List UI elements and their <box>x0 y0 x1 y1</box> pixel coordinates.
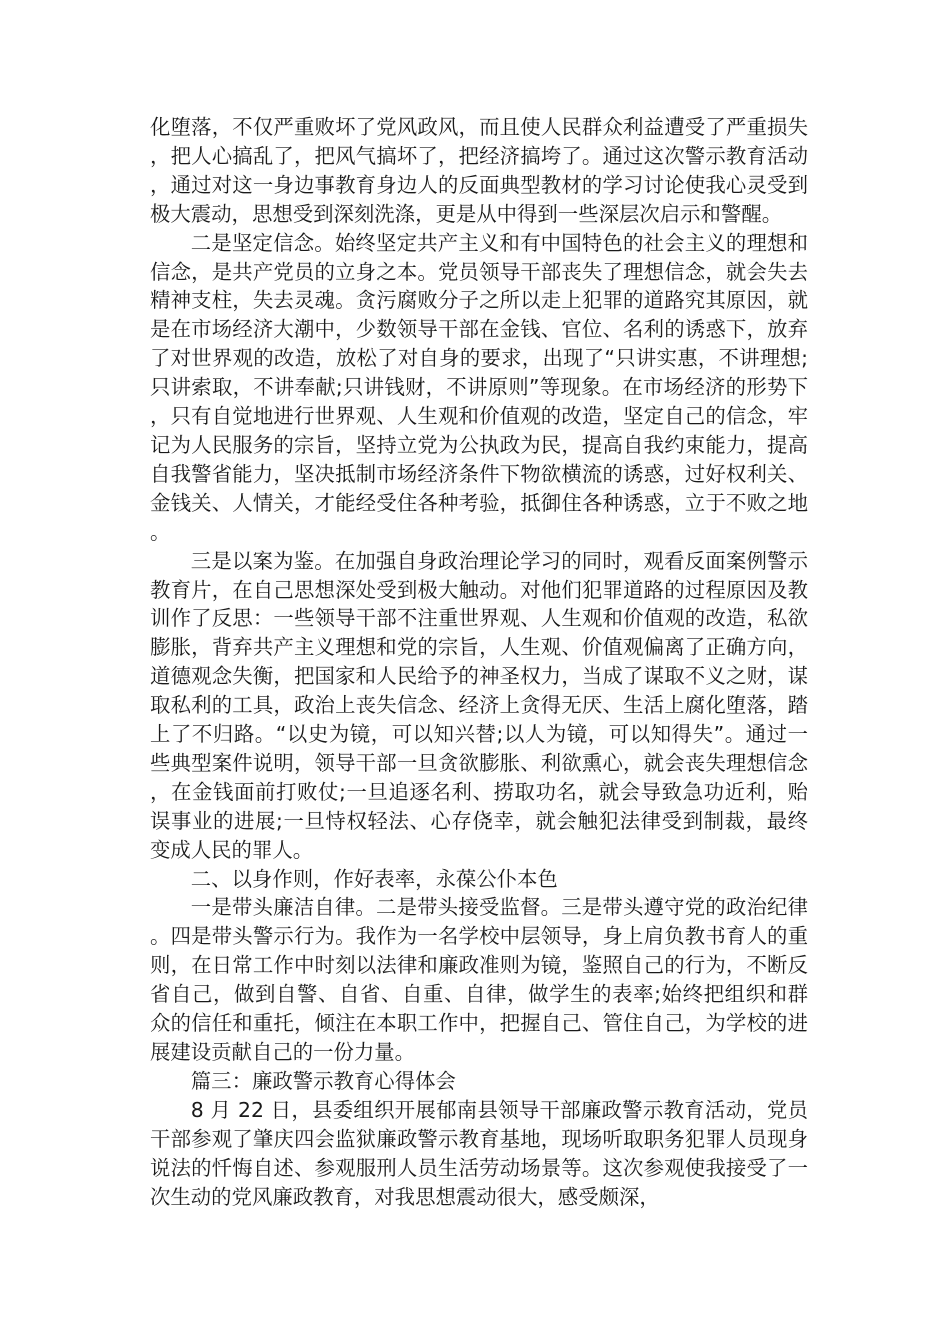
body-text <box>150 113 808 1211</box>
paragraph-learn-from-cases: 三是以案为鉴。在加强自身政治理论学习的同时，观看反面案例警示教育片，在自己思想深处受到极大触动。对他们犯罪道路的过程原因及教训作了反思：一些领导干部不注重世界观、人生观和价值观的改造，私欲膨胀，背弃共产主义理想和党的宗旨，人生观、价值观偏离了正确方向，道德观念失衡，把国家和人民给予的神圣权力，当成了谋取不义之财，谋取私利的工具，政治上丧失信念、经济上贪得无厌、生活上腐化堕落，踏上了不归路。“以史为镜，可以知兴替;以人为镜，可以知得失”。通过一些典型案件说明，领导干部一旦贪欲膨胀、利欲熏心，就会丧失理想信念，在金钱面前打败仗;一旦追逐名利、捞取功名，就会导致急功近利，贻误事业的进展;一旦恃权轻法、心存侥幸，就会触犯法律受到制裁，最终变成人民的罪人。 <box>150 548 808 862</box>
paragraph-self-discipline: 一是带头廉洁自律。二是带头接受监督。三是带头遵守党的政治纪律。四是带头警示行为。我作为一名学校中层领导，身上肩负教书育人的重则，在日常工作中时刻以法律和廉政准则为镜，鉴照自己的行为，不断反省自己，做到自警、自省、自重、自律，做学生的表率;始终把组织和群众的信任和重托，倾注在本职工作中，把握自己、管住自己，为学校的进展建设贡献自己的一份力量。 <box>150 895 808 1064</box>
paragraph-education-activity: 8 月 22 日，县委组织开展郁南县领导干部廉政警示教育活动，党员干部参观了肇庆四会监狱廉政警示教育基地，现场听取职务犯罪人员现身说法的忏悔自述、参观服刑人员生活劳动场景等。这次参观使我接受了一次生动的党风廉政教育，对我思想震动很大，感受颇深， <box>150 1097 808 1209</box>
paragraph-firm-belief: 二是坚定信念。始终坚定共产主义和有中国特色的社会主义的理想和信念，是共产党员的立身之本。党员领导干部丧失了理想信念，就会失去精神支柱，失去灵魂。贪污腐败分子之所以走上犯罪的道路究其原因，就是在市场经济大潮中，少数领导干部在金钱、官位、名利的诱惑下，放弃了对世界观的改造，放松了对自身的要求，出现了“只讲实惠，不讲理想;只讲索取，不讲奉献;只讲钱财，不讲原则”等现象。在市场经济的形势下，只有自觉地进行世界观、人生观和价值观的改造，坚定自己的信念，牢记为人民服务的宗旨，坚持立党为公执政为民，提高自我约束能力，提高自我警省能力，坚决抵制市场经济条件下物欲横流的诱惑，过好权利关、金钱关、人情关，才能经受住各种考验，抵御住各种诱惑，立于不败之地。 <box>150 230 808 544</box>
section-heading-part-three: 篇三：廉政警示教育心得体会 <box>190 1068 456 1093</box>
section-heading-lead-by-example: 二、以身作则，作好表率，永葆公仆本色 <box>190 866 558 891</box>
paragraph-continuation: 化堕落，不仅严重败坏了党风政风，而且使人民群众利益遭受了严重损失，把人心搞乱了，把风气搞坏了，把经济搞垮了。通过这次警示教育活动，通过对这一身边事教育身边人的反面典型教材的学习讨论使我心灵受到极大震动，思想受到深刻洗涤，更是从中得到一些深层次启示和警醒。 <box>150 115 808 226</box>
